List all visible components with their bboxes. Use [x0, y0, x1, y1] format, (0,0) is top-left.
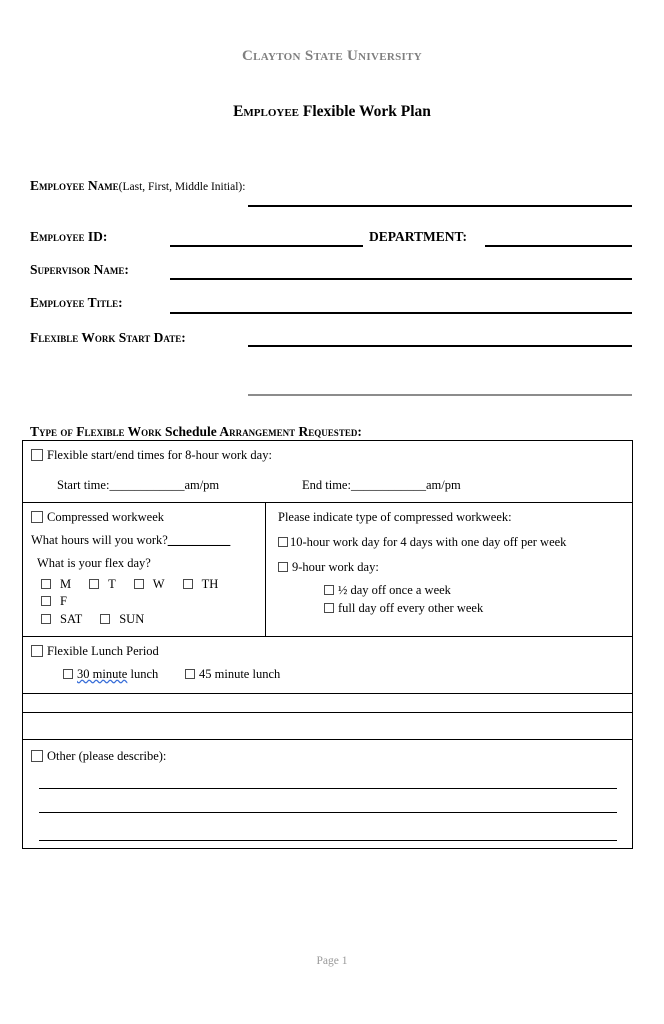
end-time-label: End time: — [302, 477, 351, 492]
start-date-label: Flexible Work Start Date: — [30, 330, 186, 345]
checkbox-icon[interactable] — [324, 603, 334, 613]
flex-day-question: What is your flex day? — [37, 555, 151, 570]
lunch-duration-choices — [63, 666, 624, 683]
day-label: SUN — [119, 612, 145, 627]
department-input-line[interactable] — [485, 245, 632, 247]
supervisor-name-label: Supervisor Name: — [30, 262, 129, 277]
day-option-w[interactable] — [134, 577, 174, 591]
page-footer: Page 1 — [316, 955, 348, 967]
checkbox-icon[interactable] — [31, 750, 43, 762]
flex-day-choices-row2 — [41, 611, 257, 628]
page-title — [0, 103, 664, 121]
checkbox-icon[interactable] — [89, 579, 99, 589]
table-row-spacer-2 — [23, 712, 633, 739]
hours-question-row — [31, 532, 257, 549]
flex-day-choices-row1 — [41, 576, 257, 610]
start-time-suffix: am/pm — [184, 477, 220, 492]
university-name: Clayton State University — [241, 48, 422, 64]
checkbox-icon[interactable] — [134, 579, 144, 589]
day-label: F — [60, 594, 67, 609]
other-cell — [23, 739, 633, 848]
day-option-t[interactable] — [89, 577, 125, 591]
checkbox-icon[interactable] — [41, 596, 51, 606]
lunch-option-30-label: 30 minute — [77, 666, 128, 681]
start-time-group — [57, 477, 302, 494]
start-time-label: Start time: — [57, 477, 110, 492]
employee-name-input-line[interactable] — [248, 205, 632, 207]
checkbox-icon[interactable] — [185, 669, 195, 679]
start-time-input[interactable]: ____________ — [109, 477, 185, 492]
lunch-option-30-suffix: lunch — [127, 666, 159, 681]
table-row-other — [23, 739, 633, 848]
section-heading — [30, 424, 362, 440]
end-time-suffix: am/pm — [425, 477, 461, 492]
checkbox-icon[interactable] — [63, 669, 73, 679]
option-10-hour[interactable] — [278, 534, 624, 551]
day-option-m[interactable] — [41, 577, 80, 591]
section-heading-mixed: Schedule — [165, 424, 217, 439]
option-10-hour-label: 10-hour work day for 4 days with one day off per week — [290, 534, 567, 549]
day-label: M — [60, 577, 72, 592]
hours-input-line[interactable]: __________ — [167, 532, 231, 547]
supervisor-name-input-line[interactable] — [170, 278, 632, 280]
option-half-day[interactable] — [324, 582, 624, 599]
employee-id-label: Employee ID: — [30, 229, 108, 244]
other-label: Other (please describe): — [47, 748, 167, 763]
checkbox-icon[interactable] — [278, 562, 288, 572]
end-time-input[interactable]: ____________ — [350, 477, 426, 492]
day-option-sat[interactable] — [41, 612, 91, 626]
other-write-line-1[interactable] — [39, 788, 617, 789]
checkbox-icon[interactable] — [183, 579, 193, 589]
checkbox-icon[interactable] — [41, 614, 51, 624]
day-option-sun[interactable] — [100, 612, 153, 626]
flexible-work-options-table — [22, 440, 633, 849]
employee-title-label: Employee Title: — [30, 295, 123, 310]
option-9-hour-label: 9-hour work day: — [292, 559, 379, 574]
end-time-group — [302, 478, 461, 492]
option-full-day-label: full day off every other week — [338, 601, 484, 616]
option-full-day[interactable] — [324, 600, 624, 617]
employee-name-label — [30, 178, 245, 195]
employee-title-input-line[interactable] — [170, 312, 632, 314]
checkbox-icon[interactable] — [278, 537, 288, 547]
section-heading-part1: Type of Flexible Work — [30, 424, 166, 439]
hours-question-label: What hours will you work? — [31, 532, 168, 547]
flexible-hours-cell — [23, 441, 633, 503]
page-title-rest: Flexible Work Plan — [299, 103, 431, 120]
compressed-workweek-label: Compressed workweek — [47, 509, 164, 524]
checkbox-icon[interactable] — [31, 511, 43, 523]
checkbox-icon[interactable] — [100, 614, 110, 624]
blank-divider-rule — [248, 394, 632, 396]
checkbox-icon[interactable] — [41, 579, 51, 589]
table-row-lunch — [23, 637, 633, 694]
checkbox-icon[interactable] — [31, 645, 43, 657]
compressed-workweek-option[interactable] — [31, 509, 257, 526]
employee-id-input-line[interactable] — [170, 245, 363, 247]
checkbox-icon[interactable] — [31, 449, 43, 461]
table-row-compressed-workweek — [23, 502, 633, 636]
flexible-lunch-option[interactable] — [31, 643, 624, 660]
employee-name-label-text: Employee Name — [30, 178, 119, 193]
checkbox-icon[interactable] — [324, 585, 334, 595]
option-half-day-label: ½ day off once a week — [338, 583, 451, 598]
compressed-right-cell — [266, 502, 633, 636]
page-title-smallcaps: Employee — [233, 103, 300, 120]
section-heading-part2: Arrangement Requested: — [216, 424, 362, 439]
day-label: W — [152, 577, 165, 592]
table-row-flexible-hours — [23, 441, 633, 503]
day-label: TH — [201, 577, 219, 592]
flexible-hours-label: Flexible start/end times for 8-hour work day: — [47, 448, 272, 462]
table-row-spacer-1 — [23, 693, 633, 712]
lunch-option-30[interactable] — [63, 666, 185, 683]
flexible-lunch-label: Flexible Lunch Period — [47, 644, 159, 658]
department-label: DEPARTMENT: — [369, 229, 468, 244]
day-label: T — [108, 577, 116, 592]
spacer-cell-1 — [23, 693, 633, 712]
flexible-hours-option[interactable] — [31, 447, 624, 464]
spacer-cell-2 — [23, 712, 633, 739]
lunch-cell — [23, 637, 633, 694]
other-option[interactable] — [31, 748, 624, 765]
employee-name-note: (Last, First, Middle Initial): — [118, 181, 246, 193]
lunch-option-45-label: 45 minute lunch — [199, 666, 281, 681]
flexible-hours-times — [57, 477, 624, 494]
day-option-th[interactable] — [183, 577, 228, 591]
other-write-line-3[interactable] — [39, 840, 617, 841]
compressed-left-cell — [23, 502, 266, 636]
start-date-input-line[interactable] — [248, 345, 632, 347]
compressed-type-prompt: Please indicate type of compressed workweek: — [278, 509, 512, 524]
lunch-option-45[interactable] — [185, 667, 280, 681]
day-label: SAT — [60, 612, 83, 627]
option-9-hour[interactable] — [278, 559, 624, 576]
day-option-f[interactable] — [41, 594, 76, 608]
other-write-line-2[interactable] — [39, 812, 617, 813]
